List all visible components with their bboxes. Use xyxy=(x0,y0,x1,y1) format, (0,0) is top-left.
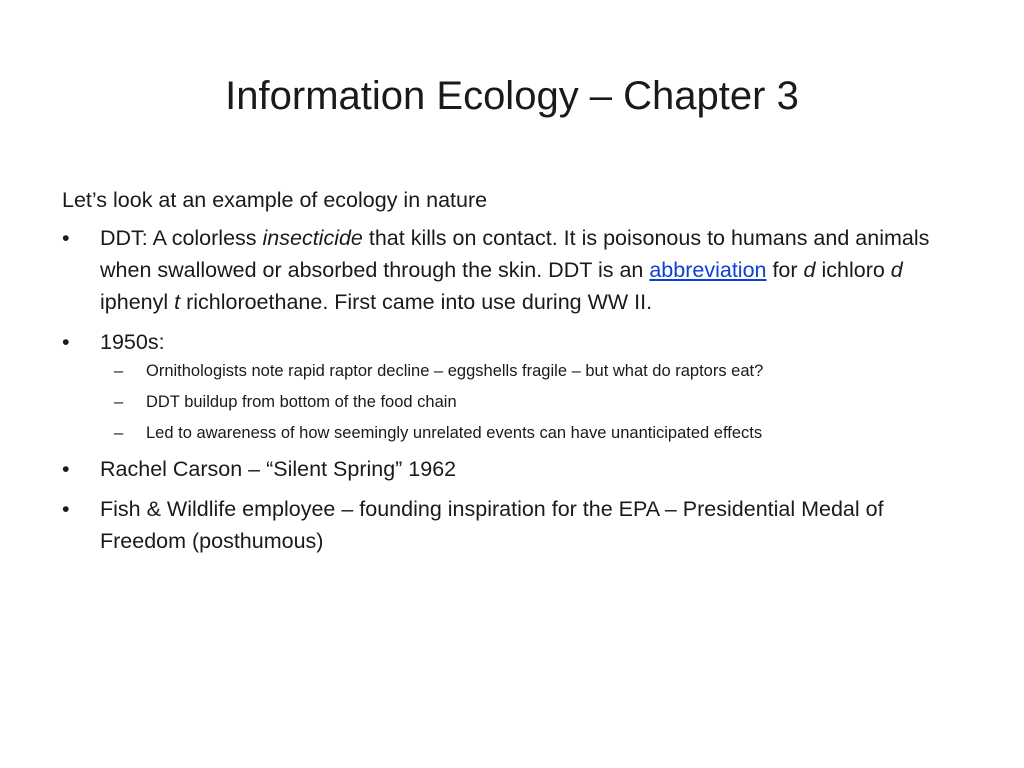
ddt-text-1: DDT: A colorless xyxy=(100,226,263,250)
bullet-carson xyxy=(62,453,962,485)
bullet-fws xyxy=(62,493,962,557)
ddt-d2: d xyxy=(890,258,903,282)
dash-symbol: – xyxy=(114,424,124,442)
bullet-symbol: • xyxy=(62,226,70,250)
dash-symbol: – xyxy=(114,362,124,380)
sub-bullet-text: Ornithologists note rapid raptor decline – eggshells fragile – but what do raptors eat? xyxy=(146,362,764,380)
bullet-1950s-label: 1950s: xyxy=(100,330,165,354)
bullet-symbol: • xyxy=(62,457,70,481)
ddt-text-5: iphenyl xyxy=(100,290,175,314)
sub-bullet-text: Led to awareness of how seemingly unrelated events can have unanticipated effects xyxy=(146,424,763,442)
ddt-t: t xyxy=(174,290,181,314)
bullet-1950s xyxy=(62,326,962,444)
sub-bullet-list xyxy=(62,360,962,444)
dash-symbol: – xyxy=(114,393,124,411)
ddt-d1: d xyxy=(803,258,816,282)
ddt-text-3: for xyxy=(766,258,804,282)
ddt-text-4: ichloro xyxy=(815,258,891,282)
ddt-text-6: richloroethane. First came into use during WW II. xyxy=(180,290,653,314)
slide-body xyxy=(62,184,962,565)
bullet-carson-text: Rachel Carson – “Silent Spring” 1962 xyxy=(100,457,457,481)
sub-bullet-awareness xyxy=(62,422,962,444)
ddt-text-2: that kills on contact. It is poisonous to humans and animals when swallowed or absorbed through the skin. DDT is an xyxy=(100,226,930,282)
bullet-ddt xyxy=(62,222,962,318)
intro-text: Let’s look at an example of ecology in nature xyxy=(62,188,488,212)
sub-bullet-food-chain xyxy=(62,391,962,413)
bullet-symbol: • xyxy=(62,497,70,521)
sub-bullet-text: DDT buildup from bottom of the food chain xyxy=(146,393,457,411)
bullet-fws-text: Fish & Wildlife employee – founding inspiration for the EPA – Presidential Medal of Freedom (posthumous) xyxy=(100,497,884,553)
sub-bullet-raptors xyxy=(62,360,962,382)
ddt-insecticide: insecticide xyxy=(262,226,363,250)
abbreviation-link[interactable]: abbreviation xyxy=(649,258,767,282)
slide-title: Information Ecology – Chapter 3 xyxy=(225,74,799,118)
bullet-symbol: • xyxy=(62,330,70,354)
